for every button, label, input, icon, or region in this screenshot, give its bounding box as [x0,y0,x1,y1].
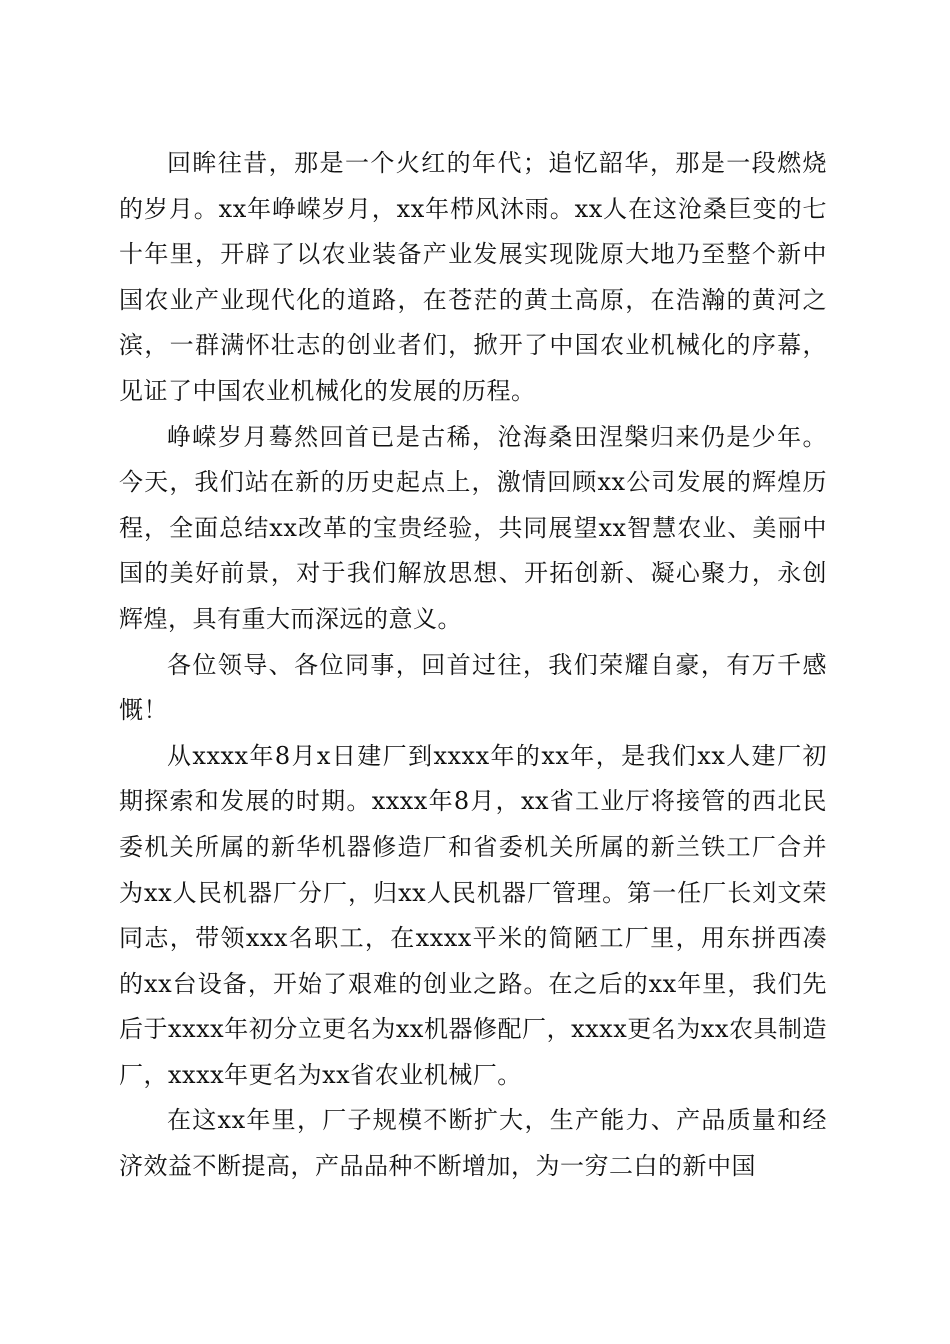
paragraph-4: 从xxxx年8月x日建厂到xxxx年的xx年，是我们xx人建厂初期探索和发展的时期。xxxx年8月，xx省工业厅将接管的西北民委机关所属的新华机器修造厂和省委机关所属的新兰铁工厂合并为xx人民机器厂分厂，归xx人民机器厂管理。第一任厂长刘文荣同志，带领xxx名职工，在xxxx平米的简陋工厂里，用东拼西凑的xx台设备，开始了艰难的创业之路。在之后的xx年里，我们先后于xxxx年初分立更名为xx机器修配厂，xxxx更名为xx农具制造厂，xxxx年更名为xx省农业机械厂。 [119,741,827,1089]
paragraph-2: 峥嵘岁月蓦然回首已是古稀，沧海桑田涅槃归来仍是少年。今天，我们站在新的历史起点上，激情回顾xx公司发展的辉煌历程，全面总结xx改革的宝贵经验，共同展望xx智慧农业、美丽中国的美好前景，对于我们解放思想、开拓创新、凝心聚力，永创辉煌，具有重大而深远的意义。 [119,422,827,633]
document-body [119,141,827,1190]
paragraph-5: 在这xx年里，厂子规模不断扩大，生产能力、产品质量和经济效益不断提高，产品品种不断增加，为一穷二白的新中国 [119,1106,827,1181]
paragraph-3: 各位领导、各位同事，回首过往，我们荣耀自豪，有万千感慨！ [119,650,827,725]
paragraph-1: 回眸往昔，那是一个火红的年代；追忆韶华，那是一段燃烧的岁月。xx年峥嵘岁月，xx年栉风沐雨。xx人在这沧桑巨变的七十年里，开辟了以农业装备产业发展实现陇原大地乃至整个新中国农业产业现代化的道路，在苍茫的黄土高原，在浩瀚的黄河之滨，一群满怀壮志的创业者们，掀开了中国农业机械化的序幕，见证了中国农业机械化的发展的历程。 [119,149,827,405]
